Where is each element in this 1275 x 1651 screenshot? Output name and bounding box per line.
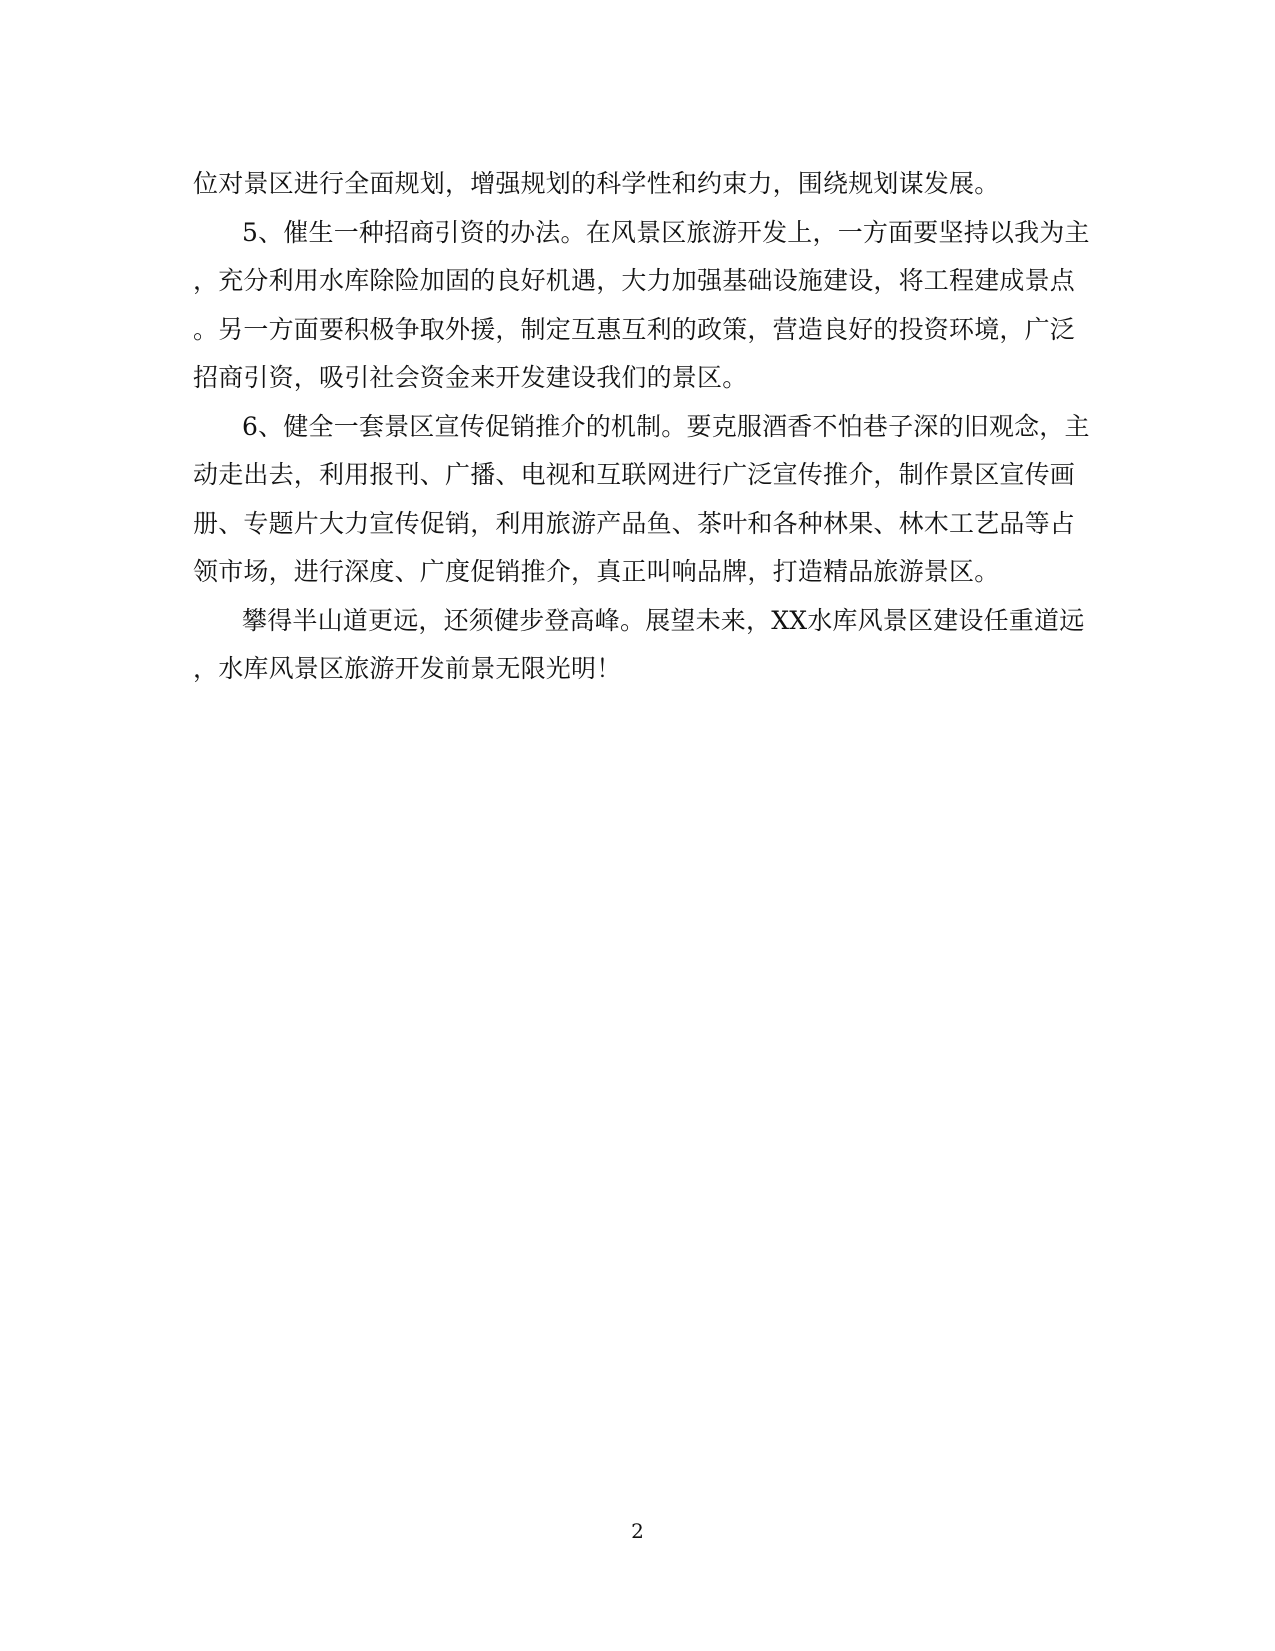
body-text-line: 招商引资，吸引社会资金来开发建设我们的景区。 <box>193 363 748 392</box>
document-body <box>193 160 1090 694</box>
closing-paragraph-first-line: 攀得半山道更远，还须健步登高峰。展望未来，XX水库风景区建设任重道远 <box>242 605 1085 635</box>
body-text-line: 。另一方面要积极争取外援，制定互惠互利的政策，营造良好的投资环境，广泛 <box>193 314 1076 344</box>
paragraph-5-first-line: 5、催生一种招商引资的办法。在风景区旅游开发上，一方面要坚持以我为主 <box>242 217 1090 247</box>
body-text-line: ，水库风景区旅游开发前景无限光明！ <box>193 654 622 683</box>
body-text-line: 领市场，进行深度、广度促销推介，真正叫响品牌，打造精品旅游景区。 <box>193 557 1000 586</box>
body-text-line: 动走出去，利用报刊、广播、电视和互联网进行广泛宣传推介，制作景区宣传画 <box>193 460 1076 489</box>
paragraph-6-first-line: 6、健全一套景区宣传促销推介的机制。要克服酒香不怕巷子深的旧观念，主 <box>242 411 1090 441</box>
body-text-line: 册、专题片大力宣传促销，利用旅游产品鱼、茶叶和各种林果、林木工艺品等占 <box>193 508 1076 538</box>
body-text-line: 位对景区进行全面规划，增强规划的科学性和约束力，围绕规划谋发展。 <box>193 169 1000 198</box>
page-number: 2 <box>631 1519 644 1543</box>
body-text-line: ，充分利用水库除险加固的良好机遇，大力加强基础设施建设，将工程建成景点 <box>193 266 1076 295</box>
